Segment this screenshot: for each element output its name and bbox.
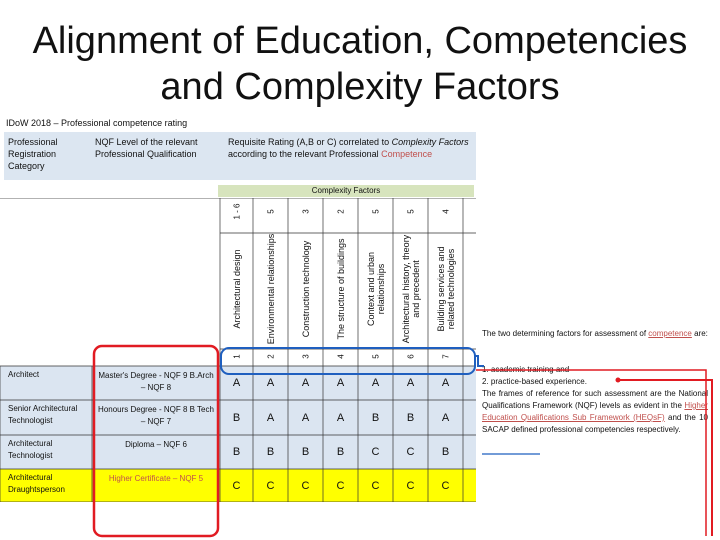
factor-rating-3: 3 — [301, 209, 310, 214]
rating-cell: A — [441, 377, 450, 389]
rating-cell: C — [406, 446, 415, 458]
frames-of-reference-note — [482, 388, 708, 436]
note-intro: The two determining factors for assessment of — [482, 329, 649, 338]
complexity-factors-label: Complexity Factors — [311, 186, 381, 195]
list-item: 2. practice-based experience. — [482, 377, 587, 386]
header-requisite-rating — [228, 136, 473, 160]
row-category: Architect — [8, 370, 40, 379]
requisite-highlight: Competence — [381, 149, 433, 159]
rating-cell: C — [301, 479, 310, 492]
heqsf-link: Higher Education Qualifications Sub Framework (HEQsF) — [482, 401, 708, 422]
factor-name-2: Environmental relationships — [265, 233, 276, 345]
factor-index-3: 3 — [301, 354, 310, 359]
factor-index-5: 5 — [371, 354, 380, 359]
requisite-text-mid: according to the relevant Professional — [228, 149, 382, 159]
rating-cell: C — [441, 479, 450, 492]
rating-cell: C — [406, 479, 415, 492]
row-qualification: Master's Degree - NQF 9 B.Arch – NQF 8 — [98, 371, 214, 392]
row-qualification: Higher Certificate – NQF 5 — [108, 474, 204, 483]
rating-cell: A — [301, 411, 310, 424]
rating-cell: B — [266, 446, 275, 458]
factor-index-6: 6 — [406, 354, 415, 359]
factor-index-1: 1 — [232, 354, 241, 359]
rating-cell: A — [336, 411, 345, 424]
factor-name-6: Architectural history, theory and precedent — [400, 234, 421, 344]
rating-cell: A — [441, 411, 450, 424]
factor-rating-4: 2 — [336, 209, 345, 214]
factor-rating-6: 5 — [406, 209, 415, 214]
rating-cell: B — [406, 411, 415, 424]
factor-rating-5: 5 — [371, 209, 380, 214]
rating-cell: B — [371, 411, 380, 424]
factor-name-7: Building services and related technologies — [435, 246, 456, 332]
rating-cell: A — [371, 377, 380, 389]
row-category: Senior Architectural Technologist — [8, 404, 78, 425]
header-registration-category: Professional Registration Category — [8, 137, 58, 171]
requisite-emphasis: Complexity Factors — [391, 137, 469, 147]
factor-name-4: The structure of buildings — [335, 238, 346, 340]
rating-cell: A — [336, 377, 345, 389]
row-qualification: Diploma – NQF 6 — [125, 440, 187, 449]
rating-cell: A — [266, 411, 275, 424]
rating-cell: C — [266, 479, 275, 492]
factor-rating-7: 4 — [441, 209, 450, 214]
requisite-text: Requisite Rating (A,B or C) correlated to — [228, 137, 392, 147]
rating-cell: A — [266, 377, 275, 389]
rating-cell: B — [336, 446, 345, 458]
rating-cell: C — [371, 479, 380, 492]
rating-cell: B — [232, 411, 241, 424]
factor-index-7: 7 — [441, 354, 450, 359]
assessment-note — [482, 328, 708, 340]
factor-index-4: 4 — [336, 354, 345, 359]
table-subtitle: IDoW 2018 – Professional competence rating — [6, 118, 188, 128]
factor-rating-2: 5 — [266, 209, 275, 214]
rating-cell: A — [232, 377, 241, 389]
factor-rating-1: 1 - 6 — [232, 203, 241, 220]
rating-cell: A — [406, 377, 415, 389]
factor-index-2: 2 — [266, 354, 275, 359]
determining-factors-list — [482, 364, 632, 388]
list-item: 1. academic training and — [482, 365, 570, 374]
rating-cell: B — [232, 446, 241, 458]
rating-cell: C — [371, 446, 380, 458]
frames-text-end: and the 10 SACAP defined professional competencies respectively. — [482, 413, 708, 434]
rating-cell: A — [301, 377, 310, 389]
factor-name-1: Architectural design — [231, 249, 242, 329]
note-competence-link: competence — [648, 329, 692, 338]
note-intro-end: are: — [691, 329, 708, 338]
rating-cell: B — [301, 446, 310, 458]
row-category: Architectural Draughtsperson — [8, 473, 65, 494]
factor-name-3: Construction technology — [300, 240, 311, 338]
frames-text: The frames of reference for such assessment are the National Qualifications Framework (NQF) levels as evident in the — [482, 389, 708, 410]
rating-cell: C — [232, 479, 241, 492]
factor-name-5: Context and urban relationships — [365, 251, 386, 327]
rating-cell: C — [336, 479, 345, 492]
rating-cell: B — [441, 446, 450, 458]
row-category: Architectural Technologist — [8, 439, 53, 460]
slide-title: Alignment of Education, Competencies and Complexity Factors — [32, 20, 688, 108]
row-qualification: Honours Degree - NQF 8 B Tech – NQF 7 — [98, 405, 214, 426]
header-nqf-level: NQF Level of the relevant Professional Qualification — [95, 137, 198, 159]
